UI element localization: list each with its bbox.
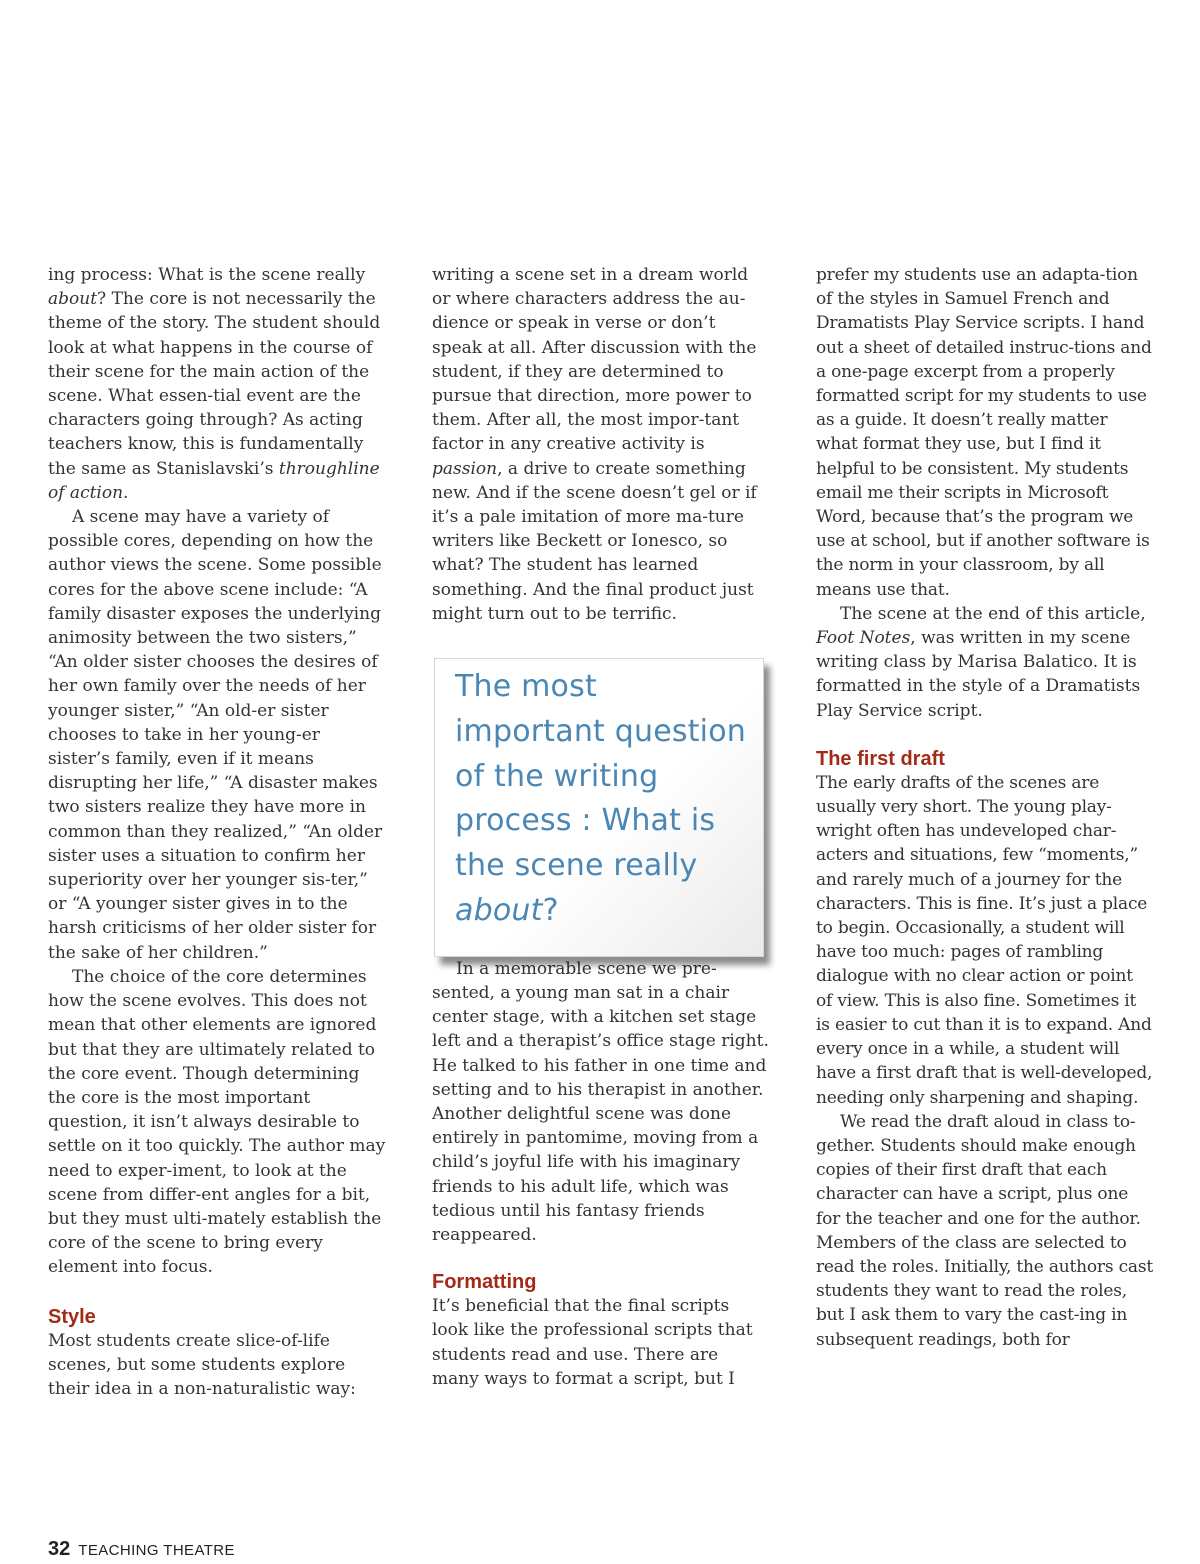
emphasis: throughline of action — [48, 458, 380, 503]
emphasis: about — [455, 893, 543, 929]
page-number: 32 — [48, 1538, 71, 1560]
paragraph: Most students create slice-of-life scenes, but some students explore their idea in a non-naturalistic way: — [48, 1330, 356, 1399]
paragraph: The scene at the end of this article, Foot Notes, was written in my scene writing class by Marisa Balatico. It is formatted in the style of a Dramatists Play Service script. — [816, 603, 1146, 721]
pull-quote: The most important question of the writing process : What is the scene really about? — [434, 658, 764, 957]
paragraph: It’s beneficial that the final scripts look like the professional scripts that students read and use. There are many ways to format a script, but I — [432, 1296, 753, 1389]
paragraph: prefer my students use an adapta-tion of the styles in Samuel French and Dramatists Play Service scripts. I hand out a sheet of detailed instruc-tions and a one-page excerpt from a properly formatted script for my students to use as a guide. It doesn’t really matter what format they use, but I find it helpful to be consistent. My students email me their scripts in Microsoft Word, because that’s the program we use at school, but if another software is the norm in your classroom, by all means use that. — [816, 265, 1152, 600]
paragraph: ing process: What is the scene really about? The core is not necessarily the theme of the story. The student should look at what happens in the course of their scene for the main action of the scene. What essen-tial event are the characters going through? As acting teachers know, this is fundamentally the same as Stanislavski’s throughline of action. — [48, 265, 381, 503]
column-3 — [816, 263, 1154, 1352]
emphasis: Foot Notes — [816, 628, 911, 649]
paragraph: We read the draft aloud in class to-gether. Students should make enough copies of their first draft that each character can have a script, plus one for the teacher and one for the author. Members of the class are selected to read the roles. Initially, the authors cast students they want to read the roles, but I ask them to vary the cast-ing in subsequent readings, both for — [816, 1111, 1153, 1350]
column-1 — [48, 263, 386, 1401]
paragraph: The early drafts of the scenes are usually very short. The young play-wright often has undeveloped char-acters and situations, few “moments,” and rarely much of a journey for the characters. This is fine. It’s just a place to begin. Occasionally, a student will have too much: pages of rambling dialogue with no clear action or point of view. This is also fine. Sometimes it is easier to cut than it is to expand. And every once in a while, a student will have a first draft that is well-developed, needing only sharpening and shaping. — [816, 772, 1153, 1108]
section-heading-first-draft: The first draft — [816, 747, 945, 770]
paragraph: writing a scene set in a dream world or where characters address the au-dience or speak in verse or don’t speak at all. After discussion with the student, if they are determined to pursue that direction, more power to them. After all, the most impor-tant factor in any creative activity is passion, a drive to create something new. And if the scene doesn’t gel or if it’s a pale imitation of more ma-ture writers like Beckett or Ionesco, so what? The student has learned something. And the final product just might turn out to be terrific. — [432, 265, 757, 624]
emphasis: about — [48, 289, 98, 310]
magazine-name: TEACHING THEATRE — [78, 1542, 235, 1559]
paragraph: The choice of the core determines how the scene evolves. This does not mean that other elements are ignored but that they are ultimately related to the core event. Though determining the core is the most important question, it isn’t always desirable to settle on it too quickly. The author may need to exper-iment, to look at the scene from differ-ent angles for a bit, but they must ulti-mately establish the core of the scene to bring every element into focus. — [48, 966, 386, 1278]
section-heading-formatting: Formatting — [432, 1271, 537, 1294]
paragraph: In a memorable scene we pre-sented, a young man sat in a chair center stage, with a kitchen set stage left and a therapist’s office stage right. He talked to his father in one time and setting and to his therapist in another. Another delightful scene was done entirely in pantomime, moving from a child’s joyful life with his imaginary friends to his adult life, which was tedious until his fantasy friends reappeared. — [432, 958, 769, 1246]
paragraph: A scene may have a variety of possible cores, depending on how the author views the scene. Some possible cores for the above scene include: “A family disaster exposes the underlying animosity between the two sisters,” “An older sister chooses the desires of her own family over the needs of her younger sister,” “An old-er sister chooses to take in her young-er sister’s family, even if it means disrupting her life,” “A disaster makes two sisters realize they have more in common than they realized,” “An older sister uses a situation to confirm her superiority over her younger sis-ter,” or “A younger sister gives in to the harsh criticisms of her older sister for the sake of her children.” — [48, 507, 383, 963]
emphasis: passion — [432, 458, 498, 479]
section-heading-style: Style — [48, 1305, 96, 1328]
page-footer — [48, 1538, 235, 1561]
column-2 — [432, 263, 770, 1391]
